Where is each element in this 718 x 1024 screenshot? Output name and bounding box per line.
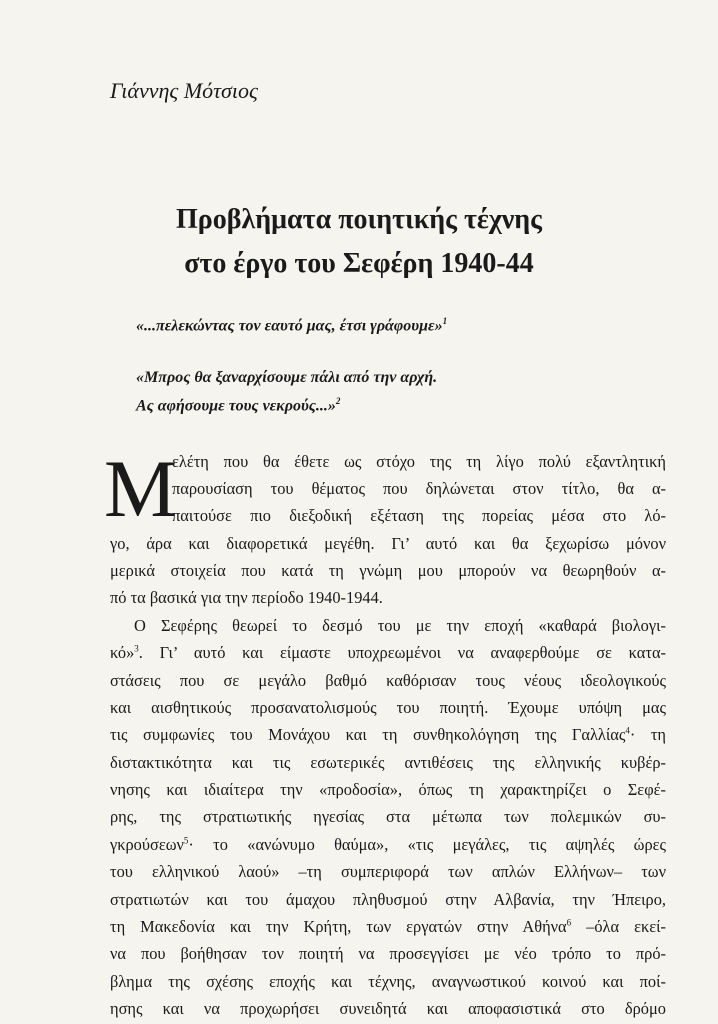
line-text: μερικά στοιχεία που κατά τη γνώμη μου μπορούν να θεωρηθούν α- xyxy=(110,561,666,580)
line-text: πό τα βασικά για την περίοδο 1940-1944. xyxy=(110,588,383,607)
line-text: Ο Σεφέρης θεωρεί το δεσμό του με την εποχή «καθαρά βιολογι- xyxy=(134,616,666,635)
author-name: Γιάννης Μότσιος xyxy=(110,78,258,103)
line-text: ρης, της στρατιωτικής ηγεσίας στα μέτωπα των πολεμικών συ- xyxy=(110,807,666,826)
body-line xyxy=(110,725,666,745)
body-line xyxy=(110,807,666,827)
line-text: του ελληνικού λαού» –τη συμπεριφορά των απλών Ελλήνων– των xyxy=(110,862,666,881)
footnote-ref: 6 xyxy=(566,917,572,928)
body-line xyxy=(110,999,666,1019)
body-line xyxy=(110,780,666,800)
drop-cap: Μ xyxy=(104,443,177,534)
line-text: στάσεις που σε μεγάλο βαθμό καθόρισαν τους νέους ιδεολογικούς xyxy=(110,671,666,690)
body-line xyxy=(110,588,383,608)
line-text: · το «ανώνυμο θαύμα», «τις μεγάλες, τις αψηλές ώρες xyxy=(188,835,666,854)
body-line xyxy=(110,643,666,663)
line-text: να που βοήθησαν τον ποιητή να προσεγγίσει με νέο τρόπο το πρό- xyxy=(110,944,666,963)
line-text: κό» xyxy=(110,643,135,662)
line-text: τη Μακεδονία και την Κρήτη, των εργατών στην Αθήνα xyxy=(110,917,567,936)
footnote-ref: 3 xyxy=(134,643,139,654)
line-text: γκρούσεων xyxy=(110,835,184,854)
line-text: παιτούσε πιο διεξοδική εξέταση της πορείας μέσα στο λό- xyxy=(172,506,666,525)
body-line xyxy=(110,835,666,855)
body-line xyxy=(110,561,666,581)
line-text: . Γι’ αυτό και είμαστε υποχρεωμένοι να αναφερθούμε σε κατα- xyxy=(138,643,666,662)
line-text: και αισθητικούς προσανατολισμούς του ποιητή. Έχουμε υπόψη μας xyxy=(110,698,666,717)
line-text: –όλα εκεί- xyxy=(571,917,667,936)
body-line xyxy=(110,862,666,882)
footnote-ref: 5 xyxy=(183,835,189,846)
line-text: ελέτη που θα έθετε ως στόχο της τη λίγο πολύ εξαντλητική xyxy=(172,452,666,471)
body-line xyxy=(172,479,666,499)
footnote-ref: 4 xyxy=(625,725,630,736)
body-line xyxy=(110,698,666,718)
epigraph-2-line-1: «Μπρος θα ξαναρχίσουμε πάλι από την αρχή. xyxy=(136,369,438,386)
line-text: βλημα της σχέσης εποχής και τέχνης, αναγνωστικού κοινού και ποί- xyxy=(110,972,666,991)
title-line-1: Προβλήματα ποιητικής τέχνης xyxy=(176,204,542,235)
line-text: παρουσίαση του θέματος που δηλώνεται στον τίτλο, θα α- xyxy=(172,479,666,498)
line-text: διστακτικότητα και τις εσωτερικές αντιθέσεις της ελληνικής κυβέρ- xyxy=(110,753,666,772)
body-line xyxy=(134,616,666,636)
title-line-2: στο έργο του Σεφέρη 1940-44 xyxy=(184,248,534,279)
body-line xyxy=(110,972,666,992)
epigraph-1 xyxy=(136,316,447,335)
body-line xyxy=(110,671,666,691)
body-line xyxy=(110,890,666,910)
line-text: στρατιωτών και του άμαχου πληθυσμού στην Αλβανία, την Ήπειρο, xyxy=(110,890,666,909)
body-line xyxy=(172,506,666,526)
body-line xyxy=(110,534,666,554)
line-text: ησης και να προχωρήσει συνειδητά και αποφασιστικά στο δρόμο xyxy=(110,999,666,1018)
epigraph-2-line-2 xyxy=(136,396,340,415)
body-line xyxy=(110,753,666,773)
line-text: νησης και ιδιαίτερα την «προδοσία», όπως τη χαρακτηρίζει ο Σεφέ- xyxy=(110,780,666,799)
line-text: γο, άρα και διαφορετικά μεγέθη. Γι’ αυτό και θα ξεχωρίσω μόνον xyxy=(110,534,666,553)
footnote-ref: 1 xyxy=(442,316,448,326)
line-text: · τη xyxy=(629,725,666,744)
footnote-ref: 2 xyxy=(335,396,341,406)
epigraph-2-text: Ας αφήσουμε τους νεκρούς...» xyxy=(136,397,336,415)
body-line xyxy=(172,452,666,472)
line-text: τις συμφωνίες του Μονάχου και τη συνθηκολόγηση της Γαλλίας xyxy=(110,725,626,744)
body-line xyxy=(110,917,666,937)
body-line xyxy=(110,944,666,964)
epigraph-1-text: «...πελεκώντας τον εαυτό μας, έτσι γράφουμε» xyxy=(136,317,443,335)
